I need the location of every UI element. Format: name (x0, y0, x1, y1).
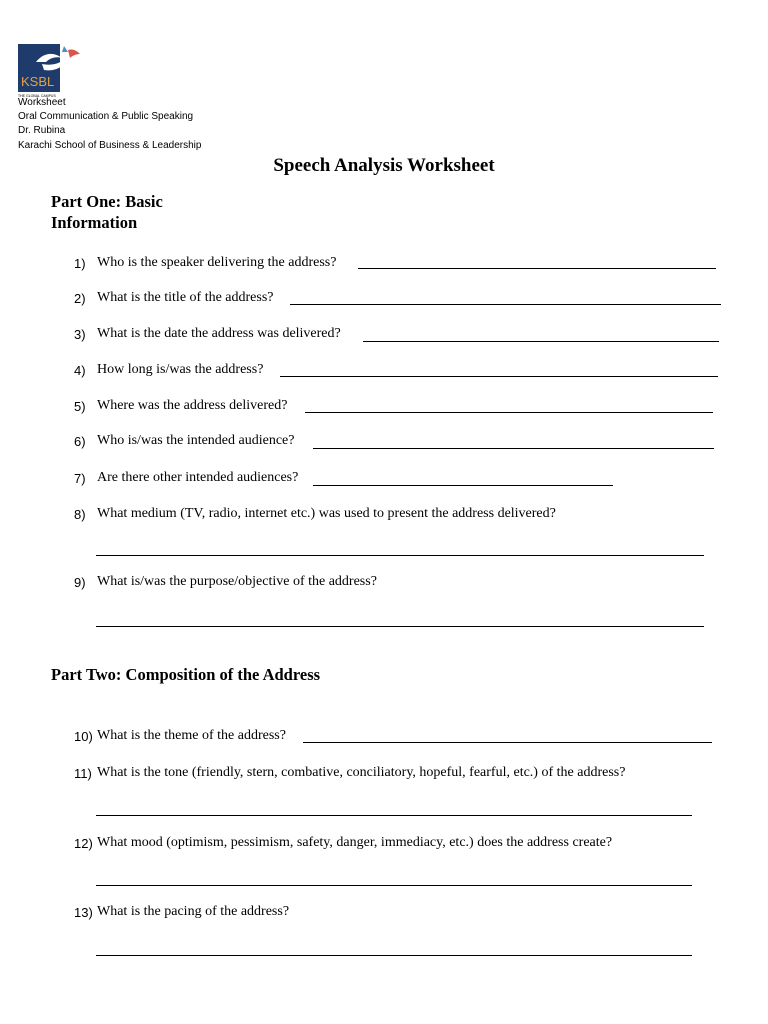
logo-tagline: THE GLOBAL CAMPUS (18, 94, 56, 98)
logo-text: KSBL (21, 74, 55, 89)
question-number: 6) (74, 434, 86, 449)
answer-line-8[interactable] (96, 555, 704, 556)
answer-line-7[interactable] (313, 485, 613, 486)
header-info (18, 96, 201, 153)
question-text: What is the title of the address? (97, 290, 274, 305)
header-instructor: Dr. Rubina (18, 125, 66, 137)
question-number: 2) (74, 291, 86, 306)
question-text: Who is/was the intended audience? (97, 433, 295, 448)
question-text: Where was the address delivered? (97, 398, 288, 413)
question-text: What is the tone (friendly, stern, combative, conciliatory, hopeful, fearful, etc.) of the address? (97, 765, 626, 780)
question-text: What medium (TV, radio, internet etc.) was used to present the address delivered? (97, 506, 556, 521)
question-text: What is the theme of the address? (97, 728, 286, 743)
answer-line-9[interactable] (96, 626, 704, 627)
question-number: 12) (74, 836, 93, 851)
question-number: 3) (74, 327, 86, 342)
answer-line-1[interactable] (358, 268, 716, 269)
question-text: Who is the speaker delivering the address? (97, 255, 337, 270)
question-text: How long is/was the address? (97, 362, 264, 377)
question-number: 7) (74, 471, 86, 486)
answer-line-13[interactable] (96, 955, 692, 956)
question-number: 11) (74, 766, 92, 781)
part-two-heading: Part Two: Composition of the Address (51, 665, 321, 684)
question-text: What mood (optimism, pessimism, safety, danger, immediacy, etc.) does the address create? (97, 835, 613, 850)
question-number: 9) (74, 575, 86, 590)
question-text: What is/was the purpose/objective of the address? (97, 574, 377, 589)
question-number: 5) (74, 399, 86, 414)
answer-line-3[interactable] (363, 341, 719, 342)
header-course: Oral Communication & Public Speaking (18, 111, 194, 123)
question-number: 13) (74, 905, 93, 920)
question-number: 1) (74, 256, 86, 271)
header-school: Karachi School of Business & Leadership (18, 139, 202, 151)
answer-line-4[interactable] (280, 376, 718, 377)
page-title: Speech Analysis Worksheet (273, 155, 495, 176)
answer-line-6[interactable] (313, 448, 714, 449)
question-text: Are there other intended audiences? (97, 470, 299, 485)
question-number: 4) (74, 363, 86, 378)
answer-line-5[interactable] (305, 412, 713, 413)
answer-line-11[interactable] (96, 815, 692, 816)
answer-line-10[interactable] (303, 742, 712, 743)
question-text: What is the date the address was delivered? (97, 326, 341, 341)
header-worksheet: Worksheet (18, 97, 66, 108)
answer-line-2[interactable] (290, 304, 721, 305)
question-number: 8) (74, 507, 86, 522)
question-number: 10) (74, 729, 93, 744)
answer-line-12[interactable] (96, 885, 692, 886)
ksbl-logo (18, 44, 82, 98)
question-text: What is the pacing of the address? (97, 904, 290, 919)
part-one-heading: Part One: Basic Information (51, 192, 163, 232)
